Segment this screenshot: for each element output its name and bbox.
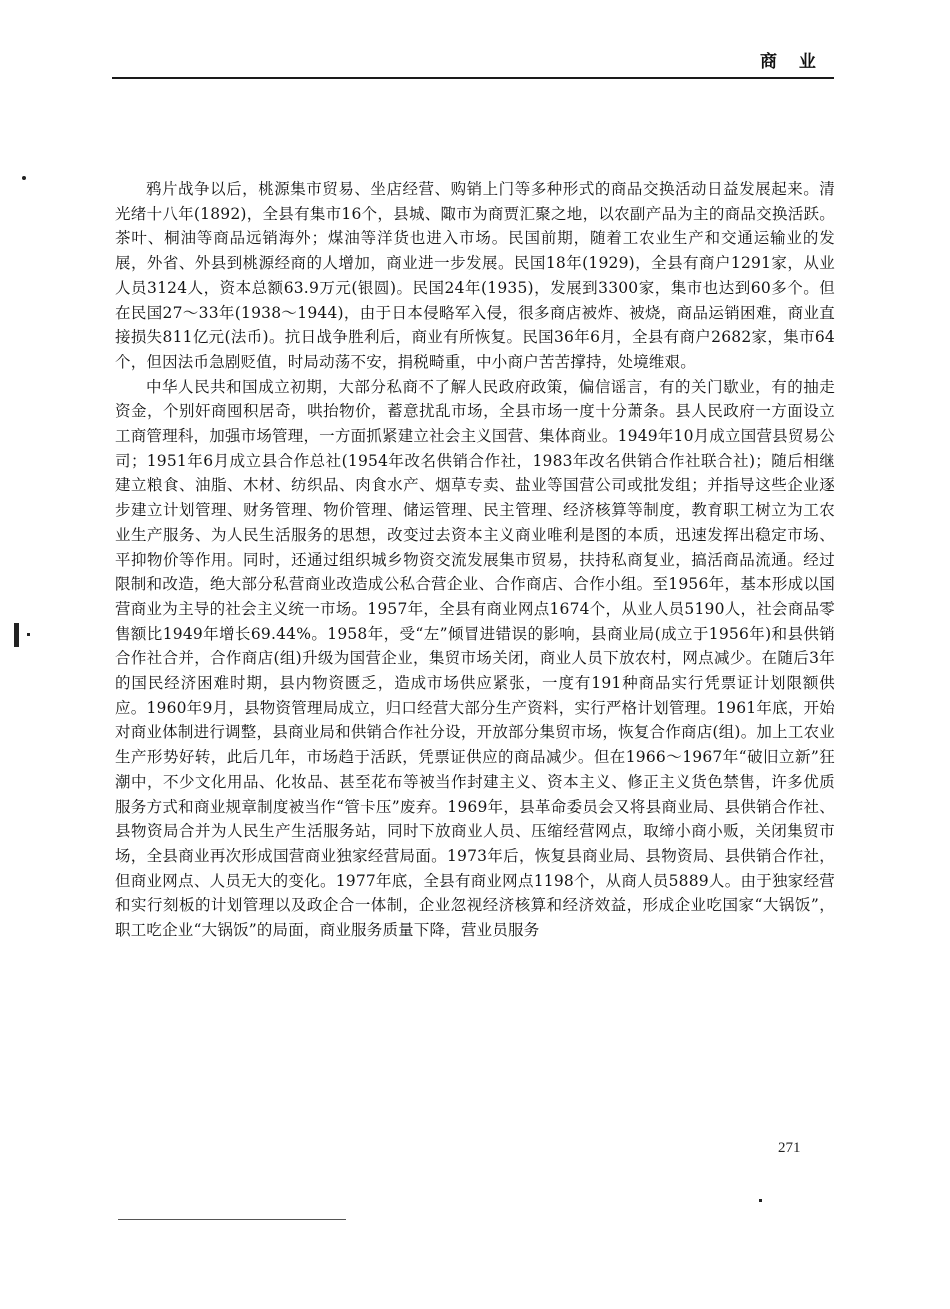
- body-text: [115, 177, 835, 943]
- bottom-rule: [118, 1219, 346, 1220]
- paragraph-1: 鸦片战争以后，桃源集市贸易、坐店经营、购销上门等多种形式的商品交换活动日益发展起来。清光绪十八年(1892)，全县有集市16个，县城、陬市为商贾汇聚之地，以农副产品为主的商品交换活跃。茶叶、桐油等商品远销海外；煤油等洋货也进入市场。民国前期，随着工农业生产和交通运输业的发展，外省、外县到桃源经商的人增加，商业进一步发展。民国18年(1929)，全县有商户1291家，从业人员3124人，资本总额63.9万元(银圆)。民国24年(1935)，发展到3300家，集市也达到60多个。但在民国27～33年(1938～1944)，由于日本侵略军入侵，很多商店被炸、被烧，商品运销困难，商业直接损失811亿元(法币)。抗日战争胜利后，商业有所恢复。民国36年6月，全县有商户2682家，集市64个，但因法币急剧贬值，时局动荡不安，捐税畸重，中小商户苦苦撑持，处境维艰。: [115, 180, 835, 371]
- scan-speck-mark: [22, 176, 26, 180]
- scan-speck-mark: [759, 1199, 762, 1202]
- scan-speck-mark: [27, 633, 30, 636]
- paragraph-2: 中华人民共和国成立初期，大部分私商不了解人民政府政策，偏信谣言，有的关门歇业，有的抽走资金，个别奸商囤积居奇，哄抬物价，蓄意扰乱市场，全县市场一度十分萧条。县人民政府一方面设立工商管理科，加强市场管理，一方面抓紧建立社会主义国营、集体商业。1949年10月成立国营县贸易公司；1951年6月成立县合作总社(1954年改名供销合作社，1983年改名供销合作社联合社)；随后相继建立粮食、油脂、木材、纺织品、肉食水产、烟草专卖、盐业等国营公司或批发组；并指导这些企业逐步建立计划管理、财务管理、物价管理、储运管理、民主管理、经济核算等制度，教育职工树立为工农业生产服务、为人民生活服务的思想，改变过去资本主义商业唯利是图的本质，迅速发挥出稳定市场、平抑物价等作用。同时，还通过组织城乡物资交流发展集市贸易，扶持私商复业，搞活商品流通。经过限制和改造，绝大部分私营商业改造成公私合营企业、合作商店、合作小组。至1956年，基本形成以国营商业为主导的社会主义统一市场。1957年，全县有商业网点1674个，从业人员5190人，社会商品零售额比1949年增长69.44%。1958年，受“左”倾冒进错误的影响，县商业局(成立于1956年)和县供销合作社合并，合作商店(组)升级为国营企业，集贸市场关闭，商业人员下放农村，网点减少。在随后3年的国民经济困难时期，县内物资匮乏，造成市场供应紧张，一度有191种商品实行凭票证计划限额供应。1960年9月，县物资管理局成立，归口经营大部分生产资料，实行严格计划管理。1961年底，开始对商业体制进行调整，县商业局和供销合作社分设，开放部分集贸市场，恢复合作商店(组)。加上工农业生产形势好转，此后几年，市场趋于活跃，凭票证供应的商品减少。但在1966～1967年“破旧立新”狂潮中，不少文化用品、化妆品、甚至花布等被当作封建主义、资本主义、修正主义货色禁售，许多优质服务方式和商业规章制度被当作“管卡压”废弃。1969年，县革命委员会又将县商业局、县供销合作社、县物资局合并为人民生产生活服务站，同时下放商业人员、压缩经营网点，取缔小商小贩，关闭集贸市场，全县商业再次形成国营商业独家经营局面。1973年后，恢复县商业局、县物资局、县供销合作社，但商业网点、人员无大的变化。1977年底，全县有商业网点1198个，从商人员5889人。由于独家经营和实行刻板的计划管理以及政企合一体制，企业忽视经济核算和经济效益，形成企业吃国家“大锅饭”，职工吃企业“大锅饭”的局面，商业服务质量下降，营业员服务: [115, 377, 835, 940]
- running-head-title: 商 业: [760, 52, 824, 72]
- scan-binding-mark: [14, 623, 19, 647]
- header-rule: [112, 77, 834, 79]
- page-number: 271: [778, 1140, 801, 1156]
